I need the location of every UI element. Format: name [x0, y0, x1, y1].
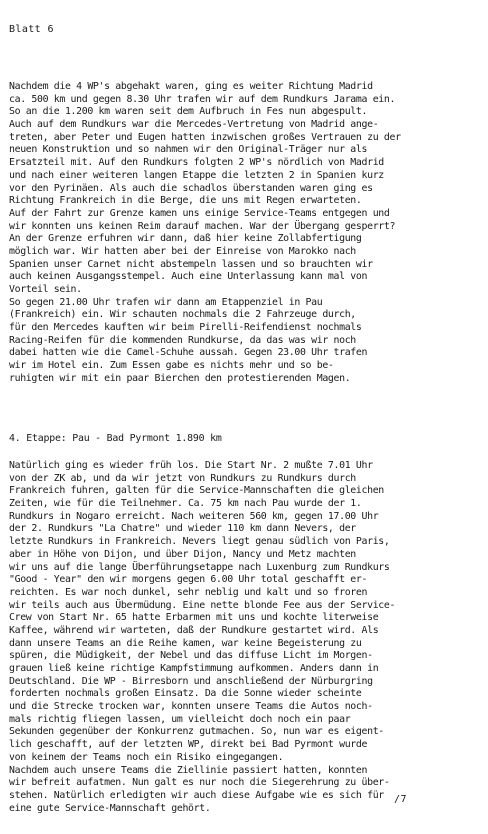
text-line: An der Grenze erfuhren wir dann, daß hier keine Zollabfertigung	[9, 233, 362, 245]
text-line: grauen ließ keine richtige Kampfstimmung aufkommen. Anders dann in	[9, 663, 379, 674]
text-line: wir uns auf die lange Überführungsetappe nach Luxenburg zum Rundkurs	[9, 561, 390, 573]
text-line: Spanien unser Carnet nicht abstempeln lassen und so brauchten wir	[9, 258, 373, 270]
text-line: Natürlich ging es wieder früh los. Die Start Nr. 2 mußte 7.01 Uhr	[9, 460, 373, 471]
text-line: wir teils auch aus Übermüdung. Eine nette blonde Fee aus der Service-	[9, 599, 396, 611]
text-line: Zeiten, wie für die Teilnehmer. Ca. 75 km nach Pau wurde der 1.	[9, 498, 362, 510]
stage-4-heading: 4. Etappe: Pau - Bad Pyrmont 1.890 km	[9, 433, 222, 444]
text-line: der 2. Rundkurs "La Chatre" und wieder 110 km dann Nevers, der	[9, 523, 356, 535]
text-line: neuen Konstruktion und so nahmen wir den Original-Träger nur als	[9, 144, 368, 156]
text-line: vor den Pyrinäen. Als auch die schadlos überstanden waren ging es	[9, 182, 373, 194]
text-line: aber in Höhe von Dijon, und über Dijon, Nancy und Metz machten	[9, 548, 356, 560]
text-line: dabei hatten wie die Camel-Schuhe aussah. Gegen 23.00 Uhr trafen	[9, 347, 368, 359]
text-line: Crew von Start Nr. 65 hatte Erbarmen mit uns und kochte literweise	[9, 612, 379, 624]
text-line: Nachdem auch unsere Teams die Ziellinie passiert hatten, konnten	[9, 764, 368, 776]
text-line: Racing-Reifen für die kommenden Rundkurse, da das was wir noch	[9, 334, 356, 346]
text-line: auch keinen Ausgangsstempel. Auch eine Unterlassung kann mal von	[9, 271, 368, 283]
text-line: Sekunden gegenüber der Konkurrenz gutmachen. So, nun war es eigent-	[9, 726, 384, 738]
text-line: Ersatzteil mit. Auf den Rundkurs folgten 2 WP's nördlich von Madrid	[9, 157, 384, 169]
text-line: lich geschafft, auf der letzten WP, direkt bei Bad Pyrmont wurde	[9, 739, 368, 751]
text-line: spüren, die Müdigkeit, der Nebel und das diffuse Licht im Morgen-	[9, 650, 373, 662]
text-line: wir konnten uns keinen Reim darauf machen. War der Übergang gesperrt?	[9, 220, 396, 232]
text-line: Vorteil sein.	[9, 284, 82, 295]
next-page-mark: /7	[394, 794, 408, 805]
text-line: So gegen 21.00 Uhr trafen wir dann am Etappenziel in Pau	[9, 296, 323, 308]
section-2-text	[9, 460, 395, 815]
text-line: stehen. Natürlich erledigten wir auch diese Aufgabe wie es sich für	[9, 789, 384, 801]
text-line: Deutschland. Die WP - Birresborn und anschließend der Nürburgring	[9, 675, 373, 687]
text-line: wir im Hotel ein. Zum Essen gabe es nichts mehr und so be-	[9, 360, 334, 372]
text-line: (Frankreich) ein. Wir schauten nochmals die 2 Fahrzeuge durch,	[9, 309, 356, 321]
text-line: mals richtig fliegen lassen, um vielleicht doch noch ein paar	[9, 713, 351, 725]
text-line: dann unsere Teams an die Reihe kamen, war keine Begeisterung zu	[9, 637, 362, 649]
sheet-title: Blatt 6	[9, 24, 54, 35]
text-line: Frankreich fuhren, galten für die Service-Mannschaften die gleichen	[9, 485, 384, 497]
text-line: "Good - Year" den wir morgens gegen 6.00 Uhr total geschafft er-	[9, 574, 368, 586]
text-line: Auf der Fahrt zur Grenze kamen uns einige Service-Teams entgegen und	[9, 207, 390, 219]
text-line: von keinem der Teams noch ein Risiko eingegangen.	[9, 751, 284, 763]
text-line: wir befreit aufatmen. Nun galt es nur noch die Siegerehrung zu über-	[9, 777, 390, 789]
text-line: und nach einer weiteren langen Etappe die letzten 2 in Spanien kurz	[9, 169, 384, 181]
text-line: ca. 500 km und gegen 8.30 Uhr trafen wir auf dem Rundkurs Jarama ein.	[9, 93, 396, 105]
text-line: ruhigten wir mit ein paar Bierchen den protestierenden Magen.	[9, 372, 351, 384]
text-line: So an die 1.200 km waren seit dem Aufbruch in Fes nun abgespult.	[9, 106, 368, 118]
text-line: für den Mercedes kauften wir beim Pirelli-Reifendienst nochmals	[9, 322, 362, 334]
text-line: treten, aber Peter und Eugen hatten inzwischen großes Vertrauen zu der	[9, 131, 401, 143]
text-line: eine gute Service-Mannschaft gehört.	[9, 802, 211, 814]
text-line: Richtung Frankreich in die Berge, die uns mit Regen erwarteten.	[9, 195, 362, 207]
text-line: forderten nochmals großen Einsatz. Da die Sonne wieder scheinte	[9, 688, 362, 700]
text-line: Auch auf dem Rundkurs war die Mercedes-Vertretung von Madrid ange-	[9, 119, 379, 131]
text-line: letzte Rundkurs in Frankreich. Nevers liegt genau südlich von Paris,	[9, 536, 390, 548]
text-line: und die Strecke trocken war, konnten unsere Teams die Autos noch-	[9, 701, 373, 713]
text-line: Kaffee, während wir warteten, daß der Rundkure gestartet wird. Als	[9, 624, 379, 636]
text-line: möglich war. Wir hatten aber bei der Einreise von Marokko nach	[9, 245, 356, 257]
text-line: von der ZK ab, und da wir jetzt von Rundkurs zu Rundkurs durch	[9, 472, 356, 484]
section-1-text	[9, 81, 401, 386]
text-line: reichten. Es war noch dunkel, sehr neblig und kalt und so froren	[9, 586, 368, 598]
text-line: Nachdem die 4 WP's abgehakt waren, ging es weiter Richtung Madrid	[9, 81, 373, 92]
text-line: Rundkurs in Nogaro erreicht. Nach weiteren 560 km, gegen 17.00 Uhr	[9, 510, 379, 522]
